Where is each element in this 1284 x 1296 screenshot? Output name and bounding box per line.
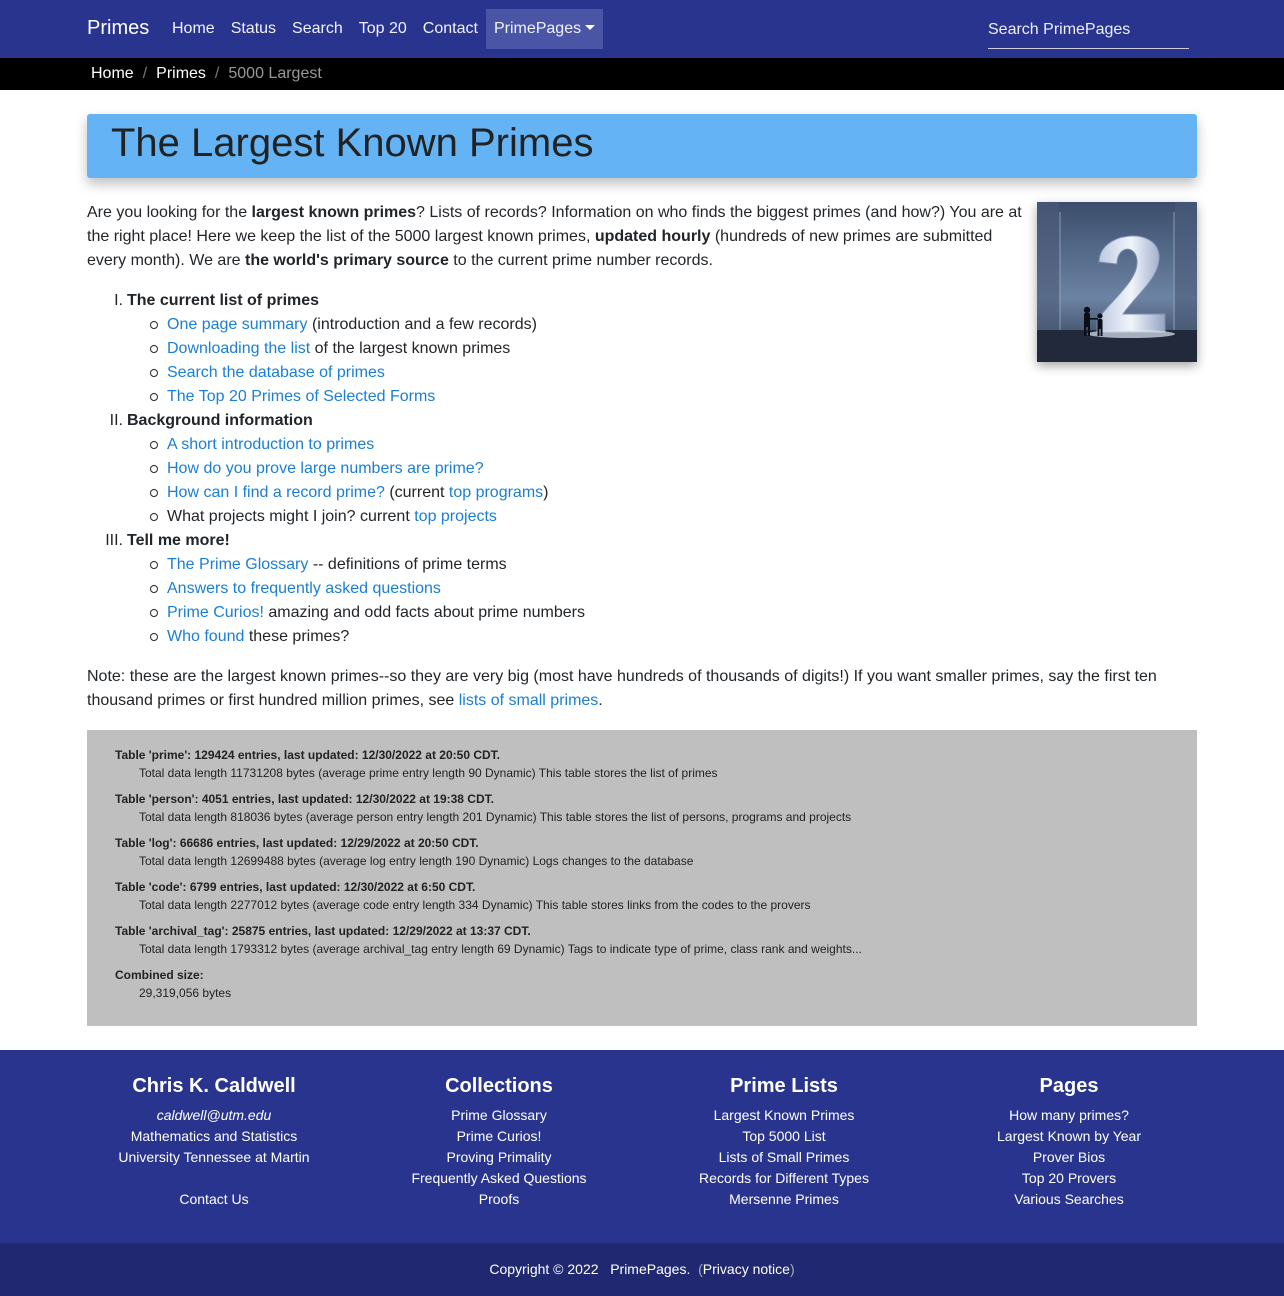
item-text: of the largest known primes	[310, 340, 511, 357]
item-text: What projects might I join? current	[167, 508, 415, 525]
stat-title: Table 'archival_tag': 25875 entries, last updated: 12/29/2022 at 13:37 CDT.	[115, 924, 531, 938]
list-item	[87, 481, 987, 505]
who-found-link[interactable]: Who found	[167, 628, 245, 645]
find-record-link[interactable]: How can I find a record prime?	[167, 484, 385, 501]
nav-menu	[164, 9, 603, 49]
note-text: .	[598, 692, 603, 709]
intro-text: ? Lists of records? Information on who finds the biggest primes (and how?) You are at the right place! Here we keep the list of the 5000 largest known primes,	[87, 204, 1022, 245]
hero-image	[1037, 202, 1197, 362]
footer-link[interactable]: Lists of Small Primes	[718, 1149, 850, 1165]
footer-column-author	[72, 1075, 356, 1210]
intro-bold: the world's primary source	[244, 252, 449, 269]
footer-link[interactable]: Mersenne Primes	[729, 1191, 839, 1207]
breadcrumb-current: 5000 Largest	[228, 65, 322, 82]
list-item	[87, 385, 987, 409]
prove-primes-link[interactable]: How do you prove large numbers are prime?	[167, 460, 484, 477]
one-page-summary-link[interactable]: One page summary	[167, 316, 308, 333]
footer-link[interactable]: Top 20 Provers	[1021, 1170, 1117, 1186]
copyright-text: Copyright © 2022	[489, 1261, 599, 1277]
prime-glossary-link[interactable]: The Prime Glossary	[167, 556, 309, 573]
copyright-text: .	[686, 1261, 691, 1277]
footer-spacer	[72, 1168, 356, 1189]
list-item	[87, 361, 987, 385]
nav-home[interactable]: Home	[172, 20, 215, 37]
search-database-link[interactable]: Search the database of primes	[167, 364, 385, 381]
item-text: -- definitions of prime terms	[308, 556, 507, 573]
list-item	[87, 553, 987, 577]
intro-bold: updated hourly	[594, 228, 711, 245]
section-heading	[87, 289, 987, 313]
footer-heading: Prime Lists	[730, 1075, 838, 1097]
small-primes-link[interactable]: lists of small primes	[458, 692, 599, 709]
footer-link[interactable]: Frequently Asked Questions	[411, 1170, 587, 1186]
copyright-bar	[0, 1243, 1284, 1296]
footer-heading: Pages	[1039, 1075, 1099, 1097]
item-text: (current	[384, 484, 449, 501]
stat-desc: Total data length 11731208 bytes (average prime entry length 90 Dynamic) This table stores the list of primes	[139, 766, 718, 780]
footer-link[interactable]: Records for Different Types	[699, 1170, 869, 1186]
primepages-link[interactable]: PrimePages	[610, 1261, 687, 1277]
stat-title: Combined size:	[115, 968, 204, 982]
footer-heading: Chris K. Caldwell	[132, 1075, 296, 1097]
footer-contact-link[interactable]: Contact Us	[179, 1191, 249, 1207]
database-stats	[87, 730, 1197, 1026]
faq-link[interactable]: Answers to frequently asked questions	[167, 580, 441, 597]
item-text: these primes?	[244, 628, 350, 645]
prime-curios-link[interactable]: Prime Curios!	[167, 604, 264, 621]
section-number: II.	[109, 412, 123, 429]
stat-title: Table 'log': 66686 entries, last updated: 12/29/2022 at 20:50 CDT.	[115, 836, 479, 850]
stat-desc: Total data length 1793312 bytes (average archival_tag entry length 69 Dynamic) Tags to indicate type of prime, class rank and weights...	[139, 942, 862, 956]
footer-link[interactable]: Proving Primality	[446, 1149, 552, 1165]
footer-link[interactable]: Largest Known by Year	[997, 1128, 1141, 1144]
item-text: (introduction and a few records)	[307, 316, 537, 333]
top-projects-link[interactable]: top projects	[414, 508, 497, 525]
list-item	[87, 505, 987, 529]
note-text: Note: these are the largest known primes--so they are very big (most have hundreds of thousands of digits!) If you want smaller primes, say the first ten thousand primes or first hundred million primes, see	[87, 668, 1157, 709]
footer-link[interactable]: Prover Bios	[1032, 1149, 1106, 1165]
breadcrumb	[0, 58, 1284, 90]
footer-text: University Tennessee at Martin	[118, 1149, 310, 1165]
brand-link[interactable]: Primes	[87, 17, 150, 39]
intro-bold: largest known primes	[251, 204, 417, 221]
footer-link[interactable]: Largest Known Primes	[713, 1107, 855, 1123]
breadcrumb-separator: /	[214, 65, 220, 82]
nav-status[interactable]: Status	[230, 20, 277, 37]
top20-link[interactable]: The Top 20 Primes of Selected Forms	[167, 388, 436, 405]
footer-link[interactable]: Various Searches	[1014, 1191, 1124, 1207]
privacy-notice-link[interactable]: Privacy notice	[702, 1261, 790, 1277]
title-banner	[87, 114, 1197, 178]
nav-contact[interactable]: Contact	[422, 20, 478, 37]
footer-link[interactable]: Top 5000 List	[742, 1128, 826, 1144]
intro-text: (hundreds of new primes are submitted every month). We are	[87, 228, 993, 269]
item-text: amazing and odd facts about prime numbers	[263, 604, 585, 621]
stat-desc: Total data length 12699488 bytes (average log entry length 190 Dynamic) Logs changes to the database	[139, 854, 694, 868]
footer-column-prime-lists	[642, 1075, 926, 1210]
breadcrumb-primes[interactable]: Primes	[156, 65, 206, 82]
footer-link[interactable]: Proofs	[478, 1191, 520, 1207]
stat-title: Table 'person': 4051 entries, last updated: 12/30/2022 at 19:38 CDT.	[115, 792, 494, 806]
page-title: The Largest Known Primes	[111, 121, 594, 165]
item-text: )	[543, 484, 549, 501]
footer-email-link[interactable]: caldwell@utm.edu	[156, 1107, 272, 1123]
dropdown-label: PrimePages	[493, 20, 582, 37]
section-title: The current list of primes	[127, 292, 320, 309]
breadcrumb-separator: /	[142, 65, 148, 82]
footer-heading: Collections	[445, 1075, 553, 1097]
stat-desc: Total data length 818036 bytes (average person entry length 201 Dynamic) This table stores the list of persons, programs and projects	[139, 810, 852, 824]
contents-outline	[87, 289, 987, 649]
footer-column-pages	[927, 1075, 1211, 1210]
list-item	[87, 337, 987, 361]
section-number: I.	[114, 292, 123, 309]
nav-primepages-dropdown[interactable]	[486, 9, 603, 49]
navbar	[0, 0, 1284, 58]
list-item	[87, 313, 987, 337]
paren: )	[789, 1261, 795, 1277]
top-programs-link[interactable]: top programs	[448, 484, 544, 501]
list-item	[87, 433, 987, 457]
section-title: Tell me more!	[127, 532, 230, 549]
footer-link[interactable]: Prime Curios!	[456, 1128, 542, 1144]
section-heading	[87, 529, 987, 553]
note-paragraph	[87, 665, 1187, 713]
list-item	[87, 577, 987, 601]
footer-link[interactable]: Prime Glossary	[451, 1107, 547, 1123]
downloading-list-link[interactable]: Downloading the list	[167, 340, 311, 357]
nav-search[interactable]: Search	[292, 20, 343, 37]
intro-text: to the current prime number records.	[448, 252, 713, 269]
caret-down-icon	[585, 25, 595, 30]
intro-text: Are you looking for the	[87, 204, 252, 221]
section-title: Background information	[127, 412, 313, 429]
section-number: III.	[105, 532, 123, 549]
nav-top20[interactable]: Top 20	[358, 20, 407, 37]
section-heading	[87, 409, 987, 433]
footer-text: Mathematics and Statistics	[130, 1128, 298, 1144]
intro-primes-link[interactable]: A short introduction to primes	[167, 436, 375, 453]
paren: (	[698, 1261, 703, 1277]
list-item	[87, 457, 987, 481]
intro-paragraph	[87, 201, 1027, 273]
search-input[interactable]	[988, 11, 1189, 49]
stat-title: Table 'prime': 129424 entries, last updated: 12/30/2022 at 20:50 CDT.	[115, 748, 500, 762]
stat-title: Table 'code': 6799 entries, last updated: 12/30/2022 at 6:50 CDT.	[115, 880, 476, 894]
footer	[0, 1050, 1284, 1243]
stat-desc: Total data length 2277012 bytes (average code entry length 334 Dynamic) This table stores links from the codes to the provers	[139, 898, 811, 912]
list-item	[87, 625, 987, 649]
footer-link[interactable]: How many primes?	[1009, 1107, 1129, 1123]
stat-desc: 29,319,056 bytes	[139, 986, 232, 1000]
breadcrumb-home[interactable]: Home	[91, 65, 134, 82]
list-item	[87, 601, 987, 625]
footer-column-collections	[357, 1075, 641, 1210]
